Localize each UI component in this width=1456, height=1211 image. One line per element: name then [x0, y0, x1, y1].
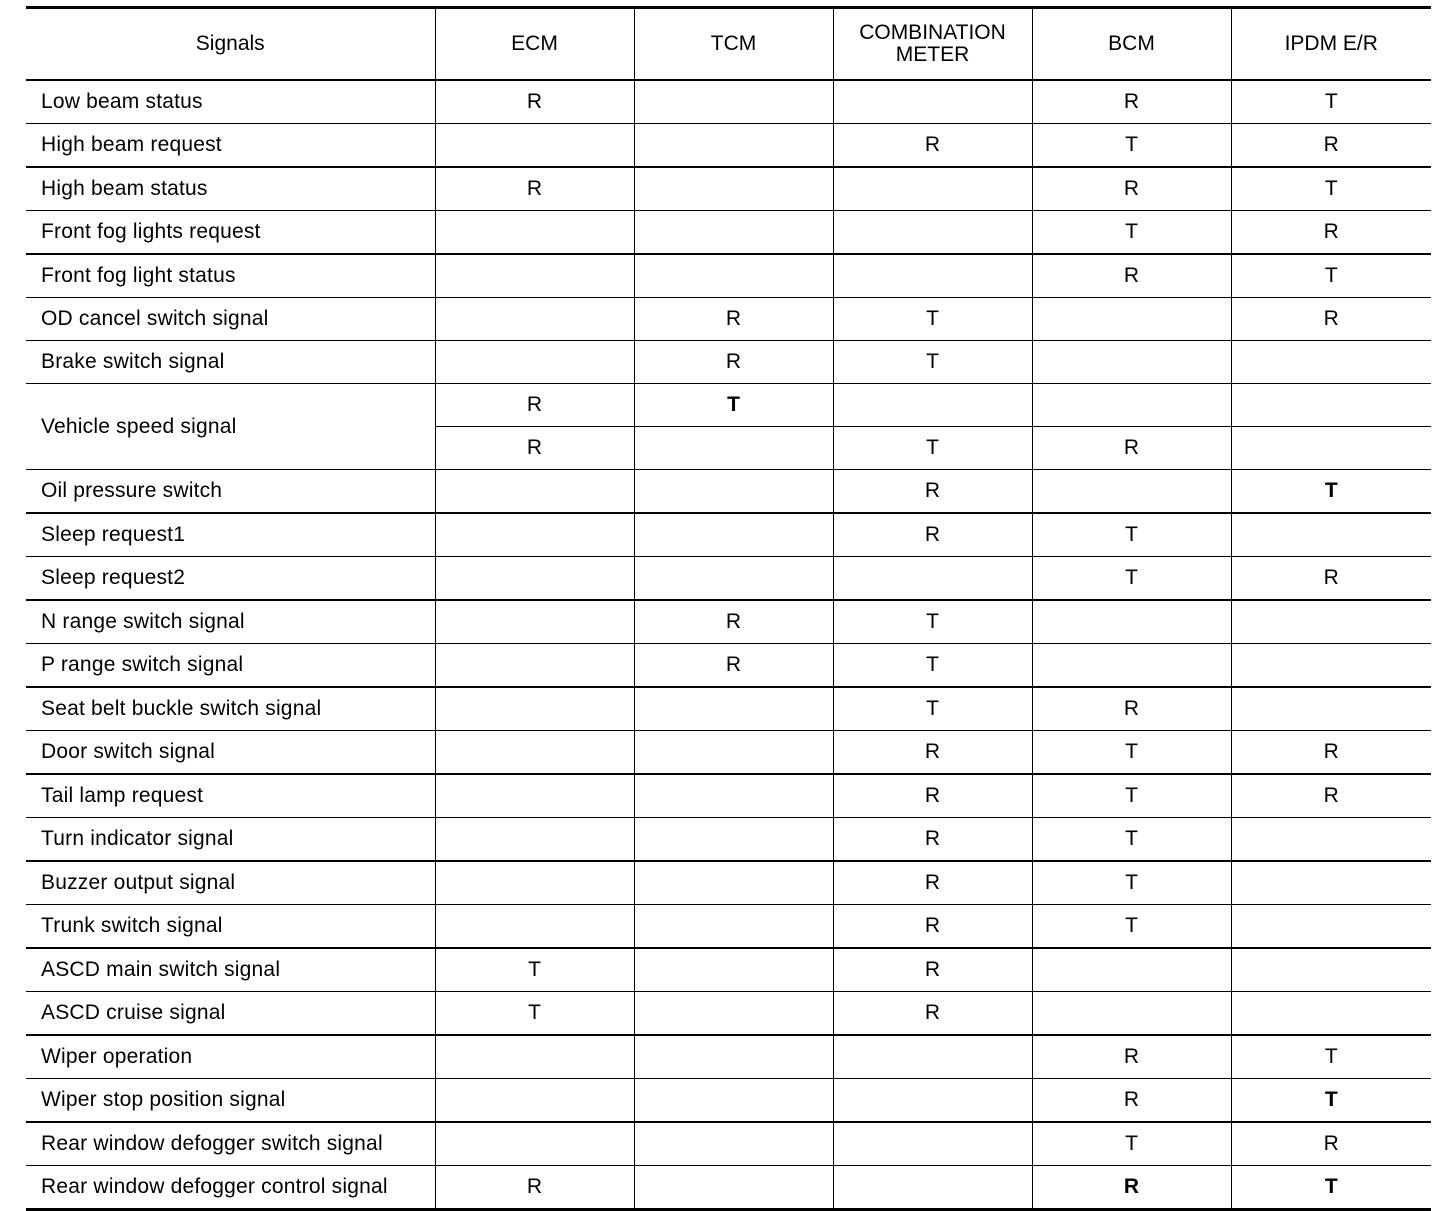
cell-meter: R	[833, 948, 1032, 992]
header-combination-meter	[833, 8, 1032, 81]
cell-meter: T	[833, 644, 1032, 688]
signal-name: Tail lamp request	[26, 774, 435, 818]
cell-ipdm: R	[1231, 731, 1431, 775]
cell-tcm	[634, 731, 833, 775]
table-row	[26, 298, 1431, 341]
cell-tcm	[634, 513, 833, 557]
cell-tcm	[634, 557, 833, 601]
signal-name: N range switch signal	[26, 600, 435, 644]
cell-ipdm: T	[1231, 1079, 1431, 1123]
cell-tcm: R	[634, 341, 833, 384]
table-row	[26, 384, 1431, 427]
cell-ecm	[435, 470, 634, 514]
signal-name: Door switch signal	[26, 731, 435, 775]
header-combination-meter-line1: COMBINATION	[859, 21, 1006, 44]
header-signals: Signals	[26, 8, 435, 81]
table-row	[26, 1122, 1431, 1166]
cell-tcm	[634, 992, 833, 1036]
cell-bcm: R	[1032, 1166, 1231, 1210]
cell-ecm: T	[435, 992, 634, 1036]
can-signal-table	[26, 6, 1431, 1211]
cell-ipdm: T	[1231, 1035, 1431, 1079]
cell-tcm	[634, 167, 833, 211]
table-row	[26, 861, 1431, 905]
cell-tcm: R	[634, 644, 833, 688]
cell-ecm	[435, 1035, 634, 1079]
signal-name: P range switch signal	[26, 644, 435, 688]
cell-ipdm: T	[1231, 80, 1431, 124]
table-row	[26, 1035, 1431, 1079]
cell-meter	[833, 167, 1032, 211]
signal-name: High beam status	[26, 167, 435, 211]
cell-meter: T	[833, 341, 1032, 384]
cell-ecm: T	[435, 948, 634, 992]
table-row	[26, 124, 1431, 168]
cell-meter: T	[833, 427, 1032, 470]
cell-ecm	[435, 513, 634, 557]
header-ecm: ECM	[435, 8, 634, 81]
cell-ecm	[435, 341, 634, 384]
cell-ecm	[435, 731, 634, 775]
cell-ecm	[435, 818, 634, 862]
cell-tcm	[634, 905, 833, 949]
cell-ecm: R	[435, 427, 634, 470]
table-row	[26, 687, 1431, 731]
cell-bcm: R	[1032, 167, 1231, 211]
cell-meter	[833, 1166, 1032, 1210]
cell-ipdm: R	[1231, 124, 1431, 168]
signal-name: Wiper operation	[26, 1035, 435, 1079]
cell-bcm: R	[1032, 427, 1231, 470]
cell-ipdm	[1231, 600, 1431, 644]
signal-name: Vehicle speed signal	[26, 384, 435, 470]
signal-name: Front fog lights request	[26, 211, 435, 255]
cell-ipdm: T	[1231, 470, 1431, 514]
cell-meter	[833, 1122, 1032, 1166]
cell-bcm	[1032, 384, 1231, 427]
cell-bcm: T	[1032, 557, 1231, 601]
cell-ipdm	[1231, 992, 1431, 1036]
cell-meter: R	[833, 818, 1032, 862]
signal-name: Brake switch signal	[26, 341, 435, 384]
header-bcm: BCM	[1032, 8, 1231, 81]
cell-tcm	[634, 427, 833, 470]
cell-ipdm	[1231, 513, 1431, 557]
cell-meter: R	[833, 992, 1032, 1036]
cell-meter	[833, 557, 1032, 601]
cell-ipdm: R	[1231, 211, 1431, 255]
signal-name: Wiper stop position signal	[26, 1079, 435, 1123]
cell-tcm	[634, 124, 833, 168]
cell-ecm	[435, 211, 634, 255]
cell-ipdm	[1231, 861, 1431, 905]
table-row	[26, 992, 1431, 1036]
cell-tcm	[634, 687, 833, 731]
cell-meter: R	[833, 861, 1032, 905]
table-row	[26, 167, 1431, 211]
header-row	[26, 8, 1431, 81]
table-row	[26, 470, 1431, 514]
cell-ecm	[435, 905, 634, 949]
cell-meter	[833, 1079, 1032, 1123]
header-combination-meter-line2: METER	[895, 43, 970, 66]
cell-ipdm: T	[1231, 167, 1431, 211]
cell-bcm	[1032, 992, 1231, 1036]
header-tcm: TCM	[634, 8, 833, 81]
cell-ipdm: T	[1231, 1166, 1431, 1210]
cell-bcm: R	[1032, 1079, 1231, 1123]
cell-tcm	[634, 1166, 833, 1210]
cell-tcm: R	[634, 298, 833, 341]
cell-ipdm	[1231, 948, 1431, 992]
cell-ecm	[435, 254, 634, 298]
cell-bcm	[1032, 298, 1231, 341]
cell-bcm	[1032, 341, 1231, 384]
table-row	[26, 254, 1431, 298]
cell-ecm	[435, 298, 634, 341]
table-row	[26, 1079, 1431, 1123]
signal-name: High beam request	[26, 124, 435, 168]
header-ipdm: IPDM E/R	[1231, 8, 1431, 81]
cell-tcm	[634, 211, 833, 255]
table-row	[26, 818, 1431, 862]
cell-ipdm	[1231, 384, 1431, 427]
table-row	[26, 513, 1431, 557]
cell-ecm: R	[435, 80, 634, 124]
table-row	[26, 600, 1431, 644]
signal-name: Turn indicator signal	[26, 818, 435, 862]
cell-ipdm: R	[1231, 298, 1431, 341]
cell-bcm: T	[1032, 861, 1231, 905]
cell-ipdm: T	[1231, 254, 1431, 298]
cell-tcm	[634, 774, 833, 818]
cell-meter: R	[833, 513, 1032, 557]
cell-meter: R	[833, 731, 1032, 775]
cell-ipdm	[1231, 427, 1431, 470]
signal-name: ASCD main switch signal	[26, 948, 435, 992]
cell-bcm: T	[1032, 905, 1231, 949]
cell-tcm	[634, 861, 833, 905]
cell-bcm: R	[1032, 687, 1231, 731]
table-row	[26, 644, 1431, 688]
cell-bcm	[1032, 644, 1231, 688]
cell-bcm: T	[1032, 774, 1231, 818]
cell-ecm	[435, 774, 634, 818]
signal-name: Rear window defogger switch signal	[26, 1122, 435, 1166]
table-row	[26, 731, 1431, 775]
signal-name: Sleep request1	[26, 513, 435, 557]
table-row	[26, 1166, 1431, 1210]
table-row	[26, 80, 1431, 124]
cell-tcm: T	[634, 384, 833, 427]
cell-tcm	[634, 948, 833, 992]
cell-bcm: T	[1032, 731, 1231, 775]
table-row	[26, 341, 1431, 384]
signal-name: Low beam status	[26, 80, 435, 124]
signal-name: ASCD cruise signal	[26, 992, 435, 1036]
table-row	[26, 905, 1431, 949]
cell-meter: R	[833, 905, 1032, 949]
cell-tcm	[634, 818, 833, 862]
signal-name: Trunk switch signal	[26, 905, 435, 949]
cell-meter: T	[833, 298, 1032, 341]
cell-bcm: R	[1032, 80, 1231, 124]
cell-tcm	[634, 1035, 833, 1079]
table-row	[26, 774, 1431, 818]
cell-tcm	[634, 1122, 833, 1166]
signal-name: Rear window defogger control signal	[26, 1166, 435, 1210]
cell-tcm	[634, 80, 833, 124]
cell-meter: R	[833, 774, 1032, 818]
cell-ecm: R	[435, 167, 634, 211]
cell-meter: T	[833, 687, 1032, 731]
cell-ecm	[435, 861, 634, 905]
cell-ipdm: R	[1231, 774, 1431, 818]
cell-meter	[833, 384, 1032, 427]
cell-bcm	[1032, 470, 1231, 514]
cell-meter	[833, 254, 1032, 298]
cell-bcm: T	[1032, 1122, 1231, 1166]
signal-name: OD cancel switch signal	[26, 298, 435, 341]
cell-meter: R	[833, 470, 1032, 514]
cell-ecm: R	[435, 1166, 634, 1210]
table-row	[26, 211, 1431, 255]
cell-ecm	[435, 557, 634, 601]
table-row	[26, 948, 1431, 992]
cell-ipdm: R	[1231, 557, 1431, 601]
cell-ecm: R	[435, 384, 634, 427]
table-row	[26, 557, 1431, 601]
cell-meter	[833, 80, 1032, 124]
signal-name: Sleep request2	[26, 557, 435, 601]
cell-bcm	[1032, 600, 1231, 644]
cell-meter: T	[833, 600, 1032, 644]
cell-ecm	[435, 644, 634, 688]
cell-tcm	[634, 470, 833, 514]
cell-bcm: R	[1032, 254, 1231, 298]
cell-bcm: T	[1032, 513, 1231, 557]
signal-name: Buzzer output signal	[26, 861, 435, 905]
cell-ipdm	[1231, 687, 1431, 731]
cell-ecm	[435, 687, 634, 731]
cell-ipdm	[1231, 905, 1431, 949]
cell-tcm: R	[634, 600, 833, 644]
cell-bcm: T	[1032, 124, 1231, 168]
cell-meter	[833, 1035, 1032, 1079]
cell-ecm	[435, 600, 634, 644]
cell-bcm: T	[1032, 818, 1231, 862]
cell-ipdm	[1231, 818, 1431, 862]
cell-ipdm: R	[1231, 1122, 1431, 1166]
cell-ecm	[435, 124, 634, 168]
signal-name: Front fog light status	[26, 254, 435, 298]
cell-bcm	[1032, 948, 1231, 992]
cell-meter	[833, 211, 1032, 255]
cell-tcm	[634, 254, 833, 298]
cell-bcm: R	[1032, 1035, 1231, 1079]
cell-tcm	[634, 1079, 833, 1123]
cell-bcm: T	[1032, 211, 1231, 255]
signal-name: Oil pressure switch	[26, 470, 435, 514]
cell-ipdm	[1231, 341, 1431, 384]
cell-ecm	[435, 1079, 634, 1123]
cell-meter: R	[833, 124, 1032, 168]
cell-ecm	[435, 1122, 634, 1166]
signal-name: Seat belt buckle switch signal	[26, 687, 435, 731]
cell-ipdm	[1231, 644, 1431, 688]
